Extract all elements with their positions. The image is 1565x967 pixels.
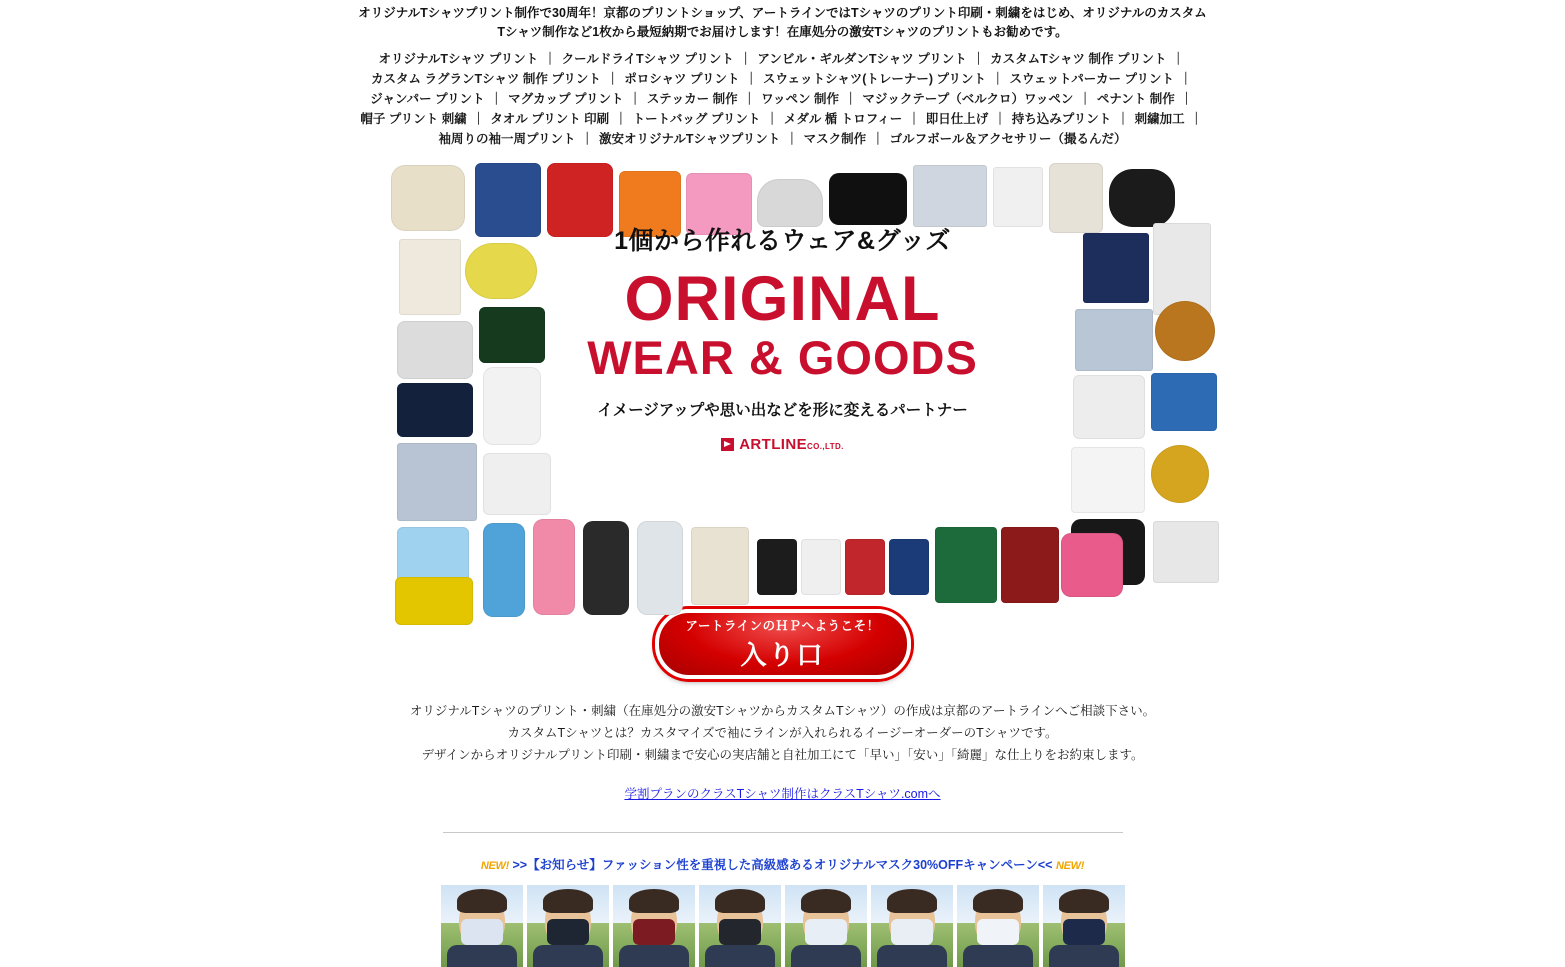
- keyword-separator: ｜: [540, 51, 560, 66]
- thumb-mask: [633, 919, 675, 945]
- mask-thumbnail-row: [0, 885, 1565, 967]
- keyword-link-20[interactable]: 持ち込みプリント: [1011, 111, 1112, 126]
- thumb-hair: [973, 889, 1023, 913]
- keyword-separator: ｜: [486, 91, 507, 106]
- thumb-hair: [457, 889, 507, 913]
- product-wristbands: [395, 577, 473, 625]
- product-coin-purse: [1061, 533, 1123, 597]
- product-slim-towel: [993, 167, 1043, 227]
- thumb-hair: [543, 889, 593, 913]
- news-link[interactable]: 【お知らせ】ファッション性を重視した高級感あるオリジナルマスク30%OFFキャンペーン: [527, 858, 1038, 873]
- product-keychain-sheet: [1083, 233, 1149, 303]
- enter-button-top-label: アートラインのＨＰへようこそ！: [685, 618, 880, 633]
- product-bottle-blue: [483, 523, 525, 617]
- mask-thumb-7[interactable]: [957, 885, 1039, 967]
- description-line-3: デザインからオリジナルプリント印刷・刺繍まで安心の実店舗と自社加工にて「早い」「安い」「綺麗」な仕上りをお約束します。: [421, 747, 1144, 762]
- keyword-separator: ｜: [611, 111, 631, 126]
- mask-thumb-4[interactable]: [699, 885, 781, 967]
- keyword-separator: ｜: [602, 71, 623, 86]
- keyword-separator: ｜: [782, 131, 802, 146]
- keyword-link-2[interactable]: クールドライTシャツ プリント: [561, 51, 734, 66]
- product-gift-box: [1071, 447, 1145, 513]
- keyword-separator: ｜: [1186, 111, 1203, 126]
- hero-banner-wrap: [0, 161, 1565, 581]
- keyword-link-18[interactable]: メダル 楯 トロフィー: [783, 111, 903, 126]
- hero-center-text: [528, 221, 1038, 457]
- product-mini-uniform-1: [757, 539, 797, 595]
- product-photo-wall: [397, 443, 477, 521]
- product-mug-photo: [483, 453, 551, 515]
- keyword-link-15[interactable]: 帽子 プリント 刺繍: [360, 111, 467, 126]
- keyword-separator: ｜: [1075, 91, 1095, 106]
- keyword-separator: ｜: [840, 91, 861, 106]
- product-baseball-stand: [399, 239, 461, 315]
- keyword-separator: ｜: [741, 71, 761, 86]
- class-tshirt-link[interactable]: 学割プランのクラスTシャツ制作はクラスTシャツ.comへ: [624, 787, 941, 802]
- keyword-separator: ｜: [1176, 91, 1193, 106]
- keyword-link-3[interactable]: アンビル・ギルダンTシャツ プリント: [757, 51, 967, 66]
- product-medal: [1151, 445, 1209, 503]
- thumb-body: [877, 945, 947, 967]
- keyword-link-10[interactable]: マグカップ プリント: [508, 91, 624, 106]
- artline-logo: [721, 436, 844, 453]
- news-arrow-right: <<: [1037, 858, 1053, 873]
- thumb-mask: [891, 919, 933, 945]
- keyword-separator: ｜: [1175, 71, 1192, 86]
- product-phone-ring: [1109, 169, 1175, 227]
- keyword-link-17[interactable]: トートバッグ プリント: [632, 111, 761, 126]
- thumb-body: [963, 945, 1033, 967]
- product-tshirt-grey: [1073, 375, 1145, 439]
- keyword-link-13[interactable]: マジックテープ（ベルクロ）ワッペン: [862, 91, 1074, 106]
- product-tumbler-clear: [637, 521, 683, 615]
- keyword-separator: ｜: [968, 51, 989, 66]
- keyword-link-11[interactable]: ステッカー 制作: [646, 91, 738, 106]
- hero-subtitle-bottom: イメージアップや思い出などを形に変えるパートナー: [597, 402, 968, 420]
- product-group-photo-panel: [913, 165, 987, 227]
- keyword-separator: ｜: [735, 51, 756, 66]
- product-pennant-green: [935, 527, 997, 603]
- artline-logo-suffix: CO.,LTD.: [806, 442, 844, 452]
- mask-thumb-6[interactable]: [871, 885, 953, 967]
- product-tumbler-dark: [583, 521, 629, 615]
- keyword-separator: ｜: [577, 131, 597, 146]
- keyword-link-8[interactable]: スウェットパーカー プリント: [1009, 71, 1174, 86]
- keyword-link-6[interactable]: ポロシャツ プリント: [624, 71, 740, 86]
- product-basketball: [1155, 301, 1215, 361]
- keyword-link-list: [343, 49, 1223, 149]
- news-arrow-left: >>: [512, 858, 528, 873]
- keyword-link-4[interactable]: カスタムTシャツ 制作 プリント: [990, 51, 1167, 66]
- product-award-plaque: [1153, 521, 1219, 583]
- product-boston-bag: [397, 321, 473, 379]
- mask-thumb-8[interactable]: [1043, 885, 1125, 967]
- new-badge-right-icon: NEW!: [1055, 860, 1085, 873]
- intro-line-2: Tシャツ制作など1枚から最短納期でお届けします！在庫処分の激安Tシャツのプリントもお勧めです。: [497, 25, 1068, 40]
- product-glove: [391, 165, 465, 231]
- keyword-separator: ｜: [625, 91, 645, 106]
- product-cap-mesh: [757, 179, 823, 227]
- description-line-2: カスタムTシャツとは？カスタマイズで袖にラインが入れられるイージーオーダーのTシャツです。: [507, 725, 1058, 740]
- keyword-link-22[interactable]: 袖周りの袖一周プリント: [438, 131, 576, 146]
- hero-title-line-1: ORIGINAL: [624, 263, 941, 334]
- keyword-link-12[interactable]: ワッペン 制作: [761, 91, 839, 106]
- thumb-body: [1049, 945, 1119, 967]
- thumb-hair: [801, 889, 851, 913]
- keyword-link-19[interactable]: 即日仕上げ: [925, 111, 989, 126]
- product-badges: [465, 243, 537, 299]
- keyword-link-1[interactable]: オリジナルTシャツ プリント: [378, 51, 539, 66]
- keyword-link-5[interactable]: カスタム ラグランTシャツ 制作 プリント: [371, 71, 601, 86]
- product-mini-uniform-3: [845, 539, 885, 595]
- new-badge-left-icon: NEW!: [480, 860, 510, 873]
- thumb-mask: [977, 919, 1019, 945]
- keyword-link-16[interactable]: タオル プリント 印刷: [490, 111, 610, 126]
- enter-button-wrap: [0, 609, 1565, 679]
- hero-banner[interactable]: [383, 161, 1183, 581]
- product-folder-color: [1151, 373, 1217, 431]
- keyword-separator: ｜: [868, 131, 888, 146]
- product-tote-bag: [691, 527, 749, 605]
- keyword-link-7[interactable]: スウェットシャツ(トレーナー) プリント: [762, 71, 987, 86]
- product-mini-uniform-4: [889, 539, 929, 595]
- thumb-mask: [805, 919, 847, 945]
- section-divider: [443, 832, 1123, 833]
- keyword-separator: ｜: [904, 111, 924, 126]
- keyword-link-24[interactable]: マスク制作: [803, 131, 867, 146]
- thumb-hair: [887, 889, 937, 913]
- intro-line-1: オリジナルTシャツプリント制作で30周年！京都のプリントショップ、アートラインではTシャツのプリント印刷・刺繍をはじめ、オリジナルのカスタム: [358, 6, 1207, 20]
- thumb-body: [791, 945, 861, 967]
- keyword-link-23[interactable]: 激安オリジナルTシャツプリント: [598, 131, 781, 146]
- product-fan-black: [829, 173, 907, 225]
- thumb-mask: [461, 919, 503, 945]
- thumb-mask: [1063, 919, 1105, 945]
- thumb-body: [705, 945, 775, 967]
- enter-button[interactable]: [655, 609, 911, 679]
- keyword-separator: ｜: [1168, 51, 1185, 66]
- thumb-body: [533, 945, 603, 967]
- thumb-mask: [547, 919, 589, 945]
- keyword-separator: ｜: [739, 91, 760, 106]
- keyword-separator: ｜: [990, 111, 1010, 126]
- thumb-mask: [719, 919, 761, 945]
- keyword-separator: ｜: [1113, 111, 1133, 126]
- keyword-link-9[interactable]: ジャンパー プリント: [370, 91, 485, 106]
- mask-thumb-2[interactable]: [527, 885, 609, 967]
- keyword-link-21[interactable]: 刺繍加工: [1134, 111, 1185, 126]
- mask-thumb-3[interactable]: [613, 885, 695, 967]
- news-banner: [0, 855, 1565, 873]
- thumb-body: [619, 945, 689, 967]
- artline-mark-icon: [721, 438, 734, 451]
- keyword-separator: ｜: [468, 111, 489, 126]
- product-pennant-red: [1001, 527, 1059, 603]
- product-team-photo: [1075, 309, 1153, 371]
- artline-logo-text: ARTLINECO.,LTD.: [739, 436, 844, 454]
- keyword-link-25[interactable]: ゴルフボール＆アクセサリー（撮るんだ）: [889, 131, 1127, 146]
- intro-text: [343, 4, 1223, 43]
- thumb-body: [447, 945, 517, 967]
- product-bottle-pink: [533, 519, 575, 615]
- product-mini-uniform-2: [801, 539, 841, 595]
- hero-title-line-2: WEAR & GOODS: [587, 331, 978, 384]
- class-tshirt-link-wrap: [403, 784, 1163, 802]
- keyword-link-14[interactable]: ペナント 制作: [1096, 91, 1175, 106]
- keyword-separator: ｜: [988, 71, 1008, 86]
- description-line-1: オリジナルTシャツのプリント・刺繍（在庫処分の激安TシャツからカスタムTシャツ）の作成は京都のアートラインへご相談下さい。: [409, 703, 1156, 718]
- hero-subtitle-top: 1個から作れるウェア&グッズ: [614, 226, 951, 255]
- thumb-hair: [1059, 889, 1109, 913]
- keyword-separator: ｜: [762, 111, 782, 126]
- thumb-hair: [629, 889, 679, 913]
- product-enamel-bag: [397, 383, 473, 437]
- thumb-hair: [715, 889, 765, 913]
- enter-button-main-label: 入り口: [740, 639, 825, 670]
- mask-thumb-5[interactable]: [785, 885, 867, 967]
- description-text: [403, 701, 1163, 767]
- product-plant-pot: [1049, 163, 1103, 233]
- mask-thumb-1[interactable]: [441, 885, 523, 967]
